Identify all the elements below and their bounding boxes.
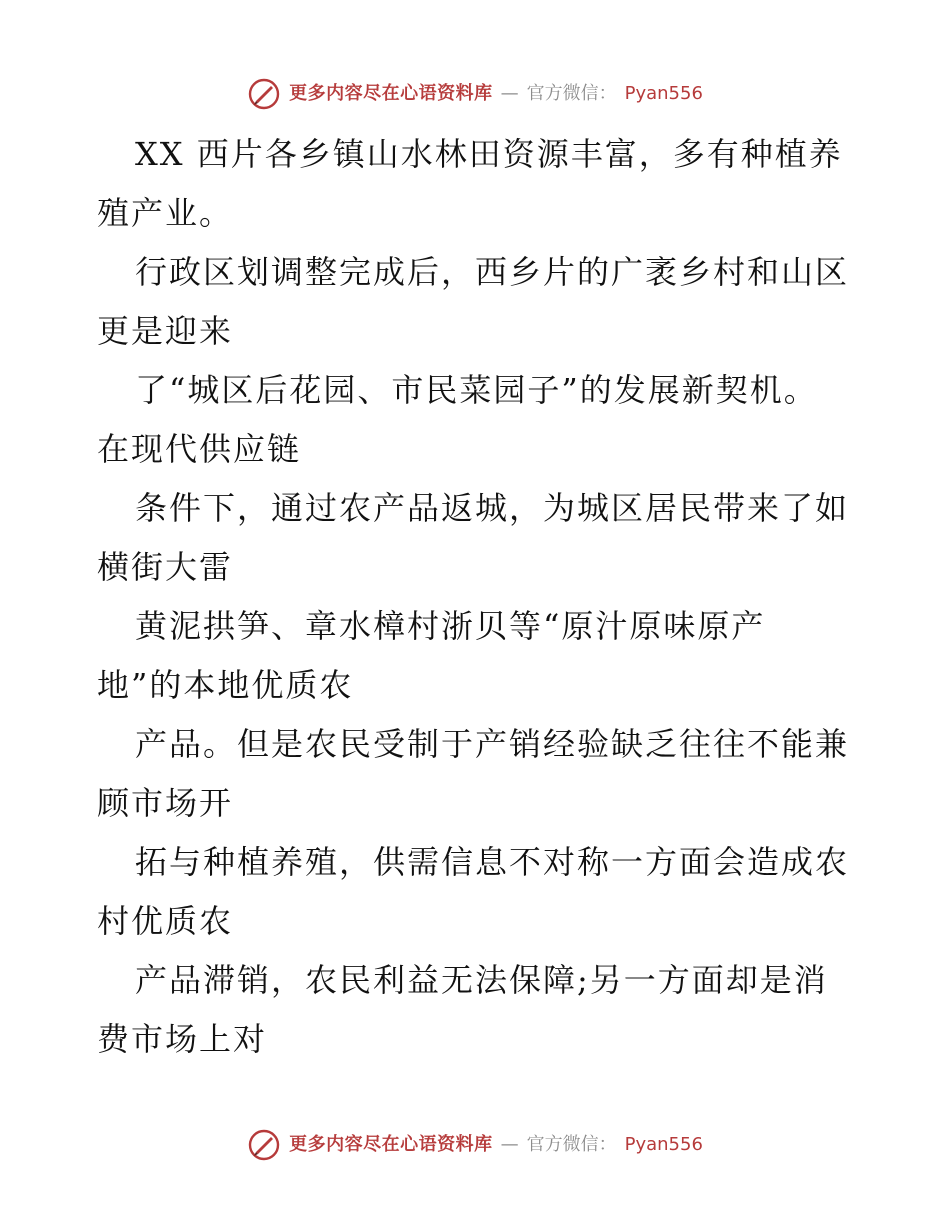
text-line-4: 更是迎来 — [97, 312, 234, 350]
text-line-9: 黄泥拱笋、章水樟村浙贝等“原汁原味原产 — [135, 607, 766, 645]
footer-wechat-label: 官方微信： — [526, 1134, 617, 1155]
pen-logo-icon — [247, 77, 281, 111]
text-line-3: 行政区划调整完成后，西乡片的广袤乡村和山区 — [135, 253, 850, 291]
text-line-16: 费市场上对 — [97, 1020, 268, 1058]
pen-logo-icon — [247, 1128, 281, 1162]
page-footer-banner — [0, 1128, 950, 1162]
document-body — [97, 125, 857, 1069]
text-line-5: 了“城区后花园、市民菜园子”的发展新契机。 — [135, 371, 818, 409]
footer-wechat-id: Pyan556 — [624, 1134, 703, 1155]
text-line-6: 在现代供应链 — [97, 430, 302, 468]
footer-banner-dash: — — [500, 1134, 519, 1155]
header-banner-text: 更多内容尽在心语资料库 — [289, 83, 493, 104]
header-wechat-label: 官方微信： — [526, 83, 617, 104]
text-line-15: 产品滞销，农民利益无法保障;另一方面却是消 — [135, 961, 828, 999]
text-line-8: 横街大雷 — [97, 548, 234, 586]
text-line-12: 顾市场开 — [97, 784, 234, 822]
text-line-2: 殖产业。 — [97, 194, 234, 232]
page-header-banner — [0, 77, 950, 111]
text-line-7: 条件下，通过农产品返城，为城区居民带来了如 — [135, 489, 850, 527]
footer-banner-text: 更多内容尽在心语资料库 — [289, 1134, 493, 1155]
text-line-11: 产品。但是农民受制于产销经验缺乏往往不能兼 — [135, 725, 850, 763]
header-wechat-id: Pyan556 — [624, 83, 703, 104]
header-banner-dash: — — [500, 83, 519, 104]
text-line-1: XX 西片各乡镇山水林田资源丰富，多有种植养 — [135, 135, 843, 173]
text-line-13: 拓与种植养殖，供需信息不对称一方面会造成农 — [135, 843, 850, 881]
text-line-14: 村优质农 — [97, 902, 234, 940]
text-line-10: 地”的本地优质农 — [97, 666, 354, 704]
